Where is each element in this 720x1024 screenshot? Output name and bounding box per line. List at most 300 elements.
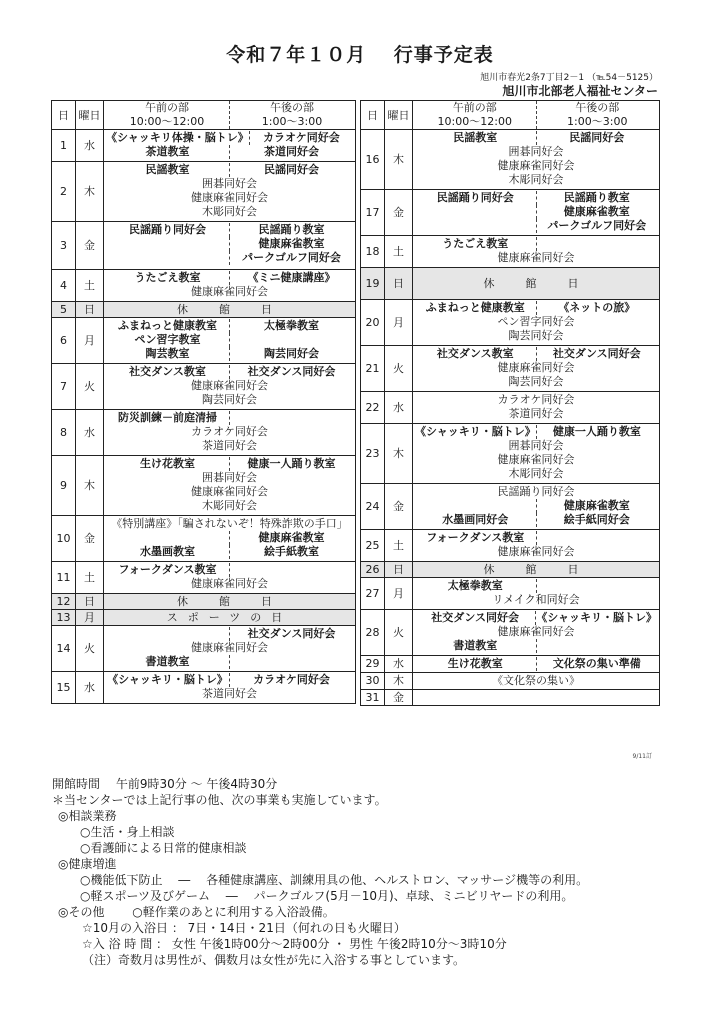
event-line	[106, 471, 353, 485]
event-full: 陶芸同好会	[508, 329, 564, 342]
event-full: 木彫同好会	[508, 467, 564, 480]
event-pm: 《ネットの旅》	[536, 301, 658, 315]
event-line	[415, 611, 657, 625]
event-am: 生け花教室	[447, 657, 503, 670]
day-number: 6	[52, 318, 76, 364]
event-am: 《シャッキリ・脳トレ》	[107, 673, 228, 686]
event-pm: 社交ダンス同好会	[536, 347, 658, 361]
day-of-week: 火	[76, 626, 104, 672]
day-row	[52, 410, 356, 456]
event-line	[415, 639, 657, 653]
event-line	[415, 393, 657, 407]
event-am: ふまねっと健康教室	[118, 319, 217, 332]
day-events	[413, 424, 660, 484]
event-pm: 太極拳教室	[229, 319, 353, 333]
event-full: 健康麻雀同好会	[191, 485, 268, 498]
day-of-week: 土	[76, 562, 104, 594]
day-number: 13	[52, 610, 76, 626]
event-line	[415, 315, 657, 329]
day-number: 21	[361, 346, 385, 392]
day-number: 5	[52, 302, 76, 318]
event-line	[106, 577, 353, 591]
event-line	[415, 593, 657, 607]
event-line	[106, 517, 353, 531]
event-line	[106, 333, 353, 347]
day-row	[361, 562, 660, 578]
day-row	[52, 516, 356, 562]
day-of-week: 金	[76, 222, 104, 270]
event-line	[106, 545, 353, 559]
day-of-week: 水	[76, 130, 104, 162]
day-of-week: 日	[385, 562, 413, 578]
day-number: 20	[361, 300, 385, 346]
event-line	[106, 411, 353, 425]
day-number: 28	[361, 610, 385, 656]
page-title: 令和７年１０月 行事予定表	[226, 44, 494, 66]
event-line	[106, 687, 353, 701]
event-full: 健康麻雀同好会	[191, 379, 268, 392]
header-sessions	[413, 101, 660, 130]
day-events	[413, 190, 660, 236]
event-am: フォークダンス教室	[118, 563, 217, 576]
day-of-week: 水	[385, 656, 413, 673]
day-number: 1	[52, 130, 76, 162]
day-number: 18	[361, 236, 385, 268]
event-line	[106, 131, 353, 145]
event-line	[106, 319, 353, 333]
day-number: 11	[52, 562, 76, 594]
event-full: 茶道同好会	[508, 407, 564, 420]
day-of-week: 木	[76, 162, 104, 222]
event-line	[415, 237, 657, 251]
event-pm: 民謡踊り教室	[229, 223, 353, 237]
day-number: 27	[361, 578, 385, 610]
day-events: 休 館 日	[413, 562, 660, 578]
day-row	[52, 130, 356, 162]
event-line	[106, 563, 353, 577]
day-row	[361, 578, 660, 610]
day-row	[361, 268, 660, 300]
event-pm: 文化祭の集い準備	[536, 657, 658, 671]
day-number: 8	[52, 410, 76, 456]
event-line	[106, 191, 353, 205]
event-line	[106, 271, 353, 285]
event-pm: 民謡同好会	[229, 163, 353, 177]
event-line	[415, 485, 657, 499]
note-heading-health: ◎健康増進	[58, 857, 117, 871]
day-of-week: 金	[385, 690, 413, 706]
day-row	[52, 456, 356, 516]
event-line	[415, 439, 657, 453]
event-line	[415, 145, 657, 159]
event-am: 民謡教室	[453, 131, 498, 144]
event-pm: 健康一人踊り教室	[536, 425, 657, 439]
day-row	[361, 610, 660, 656]
event-full: 健康麻雀同好会	[191, 191, 268, 204]
header-sessions	[104, 101, 356, 130]
event-full: 木彫同好会	[508, 173, 564, 186]
day-of-week: 月	[385, 578, 413, 610]
event-am: うたごえ教室	[134, 271, 201, 284]
event-full: カラオケ同好会	[191, 425, 268, 438]
event-line	[415, 301, 657, 315]
schedule-table-right	[360, 100, 660, 706]
event-line	[415, 375, 657, 389]
event-am: 《シャッキリ・脳トレ》	[415, 425, 536, 438]
note-item: ○看護師による日常的健康相談	[80, 841, 247, 855]
day-row	[52, 270, 356, 302]
event-pm: 絵手紙教室	[229, 545, 353, 559]
event-pm: 健康麻雀教室	[229, 237, 353, 251]
note-heading-other: ◎その他 ○軽作業のあとに利用する入浴設備。	[58, 905, 335, 919]
day-of-week: 木	[385, 424, 413, 484]
day-events	[104, 626, 356, 672]
event-full: 陶芸同好会	[202, 393, 257, 406]
event-am	[106, 237, 229, 251]
day-events	[413, 656, 660, 673]
event-line	[415, 173, 657, 187]
day-of-week: 土	[76, 270, 104, 302]
event-line	[415, 499, 657, 513]
event-full: 囲碁同好会	[202, 471, 257, 484]
day-row	[52, 302, 356, 318]
day-of-week: 土	[385, 530, 413, 562]
day-number: 24	[361, 484, 385, 530]
event-pm	[229, 333, 353, 347]
event-am: 社交ダンス教室	[129, 365, 206, 378]
day-number: 22	[361, 392, 385, 424]
day-events	[104, 222, 356, 270]
day-row	[52, 364, 356, 410]
event-line	[415, 657, 657, 671]
day-of-week: 日	[76, 302, 104, 318]
day-row	[361, 130, 660, 190]
day-events	[104, 562, 356, 594]
event-full: リメイク和同好会	[492, 593, 580, 606]
day-number: 31	[361, 690, 385, 706]
event-pm: 民謡同好会	[536, 131, 658, 145]
event-am	[106, 627, 229, 641]
event-pm: 《シャッキリ・脳トレ》	[536, 611, 657, 624]
note-item: ○生活・身上相談	[80, 825, 175, 839]
day-row	[52, 162, 356, 222]
day-row	[52, 594, 356, 610]
day-events	[413, 578, 660, 610]
event-line	[415, 545, 657, 559]
day-events	[413, 392, 660, 424]
event-pm: 《ミニ健康講座》	[229, 271, 353, 285]
day-of-week: 火	[76, 364, 104, 410]
event-am: 陶芸教室	[145, 347, 190, 360]
event-full: 《文化祭の集い》	[492, 674, 580, 687]
note-hours: 開館時間 午前9時30分 ～ 午後4時30分	[52, 777, 278, 791]
note-item: ○機能低下防止 ― 各種健康講座、訓練用具の他、ヘルストロン、マッサージ機等の利用。	[80, 873, 589, 887]
day-row	[361, 673, 660, 690]
event-full: 囲碁同好会	[508, 439, 564, 452]
header-pm: 午後の部	[270, 101, 314, 114]
note-heading-consult: ◎相談業務	[58, 809, 117, 823]
event-full: 健康麻雀同好会	[497, 159, 575, 172]
day-row	[361, 484, 660, 530]
day-of-week: 水	[76, 410, 104, 456]
event-pm	[536, 237, 658, 251]
day-events: スポーツの日	[104, 610, 356, 626]
event-full: 健康麻雀同好会	[191, 577, 268, 590]
event-pm: 健康麻雀教室	[229, 531, 353, 545]
note-bath-days: ☆10月の入浴日 ： 7日・14日・21日（何れの日も火曜日）	[82, 921, 406, 935]
day-number: 26	[361, 562, 385, 578]
header-dow: 曜日	[76, 101, 104, 130]
event-pm: 民謡踊り教室	[536, 191, 658, 205]
day-events	[413, 484, 660, 530]
event-pm	[229, 411, 353, 425]
note-bath-hours: ☆入 浴 時 間 ： 女性 午後1時00分～2時00分 ・ 男性 午後2時10分～3時10分	[82, 937, 507, 951]
day-of-week: 木	[385, 130, 413, 190]
header-pm-time: 1:00～3:00	[261, 115, 323, 128]
event-full: 健康麻雀同好会	[497, 251, 575, 264]
day-of-week: 日	[76, 594, 104, 610]
day-number: 23	[361, 424, 385, 484]
event-full: 茶道同好会	[202, 439, 257, 452]
header-day: 日	[52, 101, 76, 130]
day-row	[52, 318, 356, 364]
event-full: 囲碁同好会	[202, 177, 257, 190]
day-events	[104, 364, 356, 410]
event-line	[415, 625, 657, 639]
event-am: 《シャッキリ体操・脳トレ》	[106, 131, 249, 144]
event-full: 陶芸同好会	[508, 375, 564, 388]
event-line	[106, 223, 353, 237]
event-pm: 健康一人踊り教室	[229, 457, 353, 471]
day-of-week: 月	[76, 318, 104, 364]
event-line	[415, 251, 657, 265]
event-line	[415, 205, 657, 219]
day-events	[104, 318, 356, 364]
day-events	[104, 456, 356, 516]
event-am	[415, 205, 536, 219]
event-line	[415, 329, 657, 343]
event-pm	[229, 563, 353, 577]
event-line	[106, 365, 353, 379]
event-am: 生け花教室	[140, 457, 195, 470]
day-number: 17	[361, 190, 385, 236]
event-full: ペン習字同好会	[497, 315, 575, 328]
event-pm: 絵手紙同好会	[536, 513, 658, 527]
event-line	[106, 145, 353, 159]
event-line	[106, 425, 353, 439]
event-full: 囲碁同好会	[508, 145, 564, 158]
day-row	[361, 656, 660, 673]
event-am: 水墨画教室	[140, 545, 195, 558]
note-item: ○軽スポーツ及びゲーム ― パークゴルフ(5月－10月)、卓球、ミニビリヤードの利用。	[80, 889, 574, 903]
revision-stamp: 9/11訂	[632, 753, 652, 760]
day-row	[52, 222, 356, 270]
day-row	[361, 236, 660, 268]
event-line	[415, 513, 657, 527]
event-line	[415, 531, 657, 545]
header-day: 日	[361, 101, 385, 130]
event-full: 《特別講座》「騙されないぞ！特殊詐欺の手口」	[111, 517, 348, 530]
day-events	[413, 610, 660, 656]
event-pm: カラオケ同好会	[229, 673, 353, 687]
event-pm: 陶芸同好会	[229, 347, 353, 361]
table-header	[52, 101, 356, 130]
day-number: 7	[52, 364, 76, 410]
event-am	[415, 499, 536, 513]
event-am: フォークダンス教室	[426, 531, 525, 544]
header-am: 午前の部	[145, 101, 189, 114]
event-line	[415, 453, 657, 467]
day-row	[361, 346, 660, 392]
event-line	[106, 251, 353, 265]
day-events	[104, 410, 356, 456]
event-full: 木彫同好会	[202, 499, 257, 512]
day-number: 12	[52, 594, 76, 610]
event-am: 防災訓練－前庭清掃	[118, 411, 217, 424]
event-am: 書道教室	[453, 639, 498, 652]
day-of-week: 水	[385, 392, 413, 424]
event-line	[106, 627, 353, 641]
event-line	[106, 531, 353, 545]
event-line	[106, 673, 353, 687]
event-line	[415, 347, 657, 361]
event-line	[106, 439, 353, 453]
day-row	[361, 392, 660, 424]
event-am: 社交ダンス教室	[436, 347, 514, 360]
day-number: 29	[361, 656, 385, 673]
day-events	[413, 130, 660, 190]
day-row	[361, 530, 660, 562]
event-line	[106, 379, 353, 393]
event-line	[415, 131, 657, 145]
event-line	[106, 347, 353, 361]
header-am: 午前の部	[452, 101, 497, 114]
event-line	[415, 579, 657, 593]
event-line	[106, 485, 353, 499]
event-am: 社交ダンス同好会	[431, 611, 519, 624]
day-row	[52, 562, 356, 594]
day-events	[413, 530, 660, 562]
day-number: 3	[52, 222, 76, 270]
event-pm	[536, 639, 658, 653]
event-line	[106, 499, 353, 513]
note-intro: ＊当センターでは上記行事の他、次の事業も実施しています。	[52, 793, 387, 807]
event-line	[415, 361, 657, 375]
event-line	[106, 177, 353, 191]
event-am: ペン習字教室	[134, 333, 201, 346]
day-number: 14	[52, 626, 76, 672]
event-line	[415, 467, 657, 481]
table-header	[361, 101, 660, 130]
event-am: 茶道教室	[145, 145, 190, 158]
event-pm: カラオケ同好会	[249, 131, 353, 145]
notes-section	[52, 776, 672, 968]
event-line	[106, 393, 353, 407]
day-of-week: 土	[385, 236, 413, 268]
event-pm	[229, 655, 353, 669]
day-number: 30	[361, 673, 385, 690]
day-events	[104, 516, 356, 562]
event-am: 水墨画同好会	[442, 513, 509, 526]
event-full: 健康麻雀同好会	[497, 545, 575, 558]
day-events	[104, 672, 356, 704]
day-events	[413, 236, 660, 268]
day-row	[361, 424, 660, 484]
header-am-time: 10:00～12:00	[129, 115, 205, 128]
day-number: 9	[52, 456, 76, 516]
schedule-table-left	[51, 100, 356, 704]
event-pm: 社交ダンス同好会	[229, 365, 353, 379]
event-am	[106, 531, 229, 545]
event-pm: パークゴルフ同好会	[229, 251, 353, 265]
day-events: 休 館 日	[104, 594, 356, 610]
day-row	[361, 690, 660, 706]
event-am	[415, 219, 536, 233]
day-events	[104, 130, 356, 162]
event-pm	[536, 579, 658, 593]
day-number: 15	[52, 672, 76, 704]
day-number: 16	[361, 130, 385, 190]
event-line	[106, 285, 353, 299]
day-row	[361, 300, 660, 346]
day-row	[361, 190, 660, 236]
day-of-week: 火	[385, 346, 413, 392]
event-line	[415, 159, 657, 173]
event-am: 民謡踊り同好会	[129, 223, 206, 236]
event-pm: 健康麻雀教室	[536, 205, 658, 219]
note-bath-remark: （注）奇数月は男性が、偶数月は女性が先に入浴する事としています。	[82, 953, 466, 967]
day-events	[104, 162, 356, 222]
day-events: 休 館 日	[104, 302, 356, 318]
event-full: 民謡踊り同好会	[497, 485, 575, 498]
day-events	[413, 673, 660, 690]
event-line	[106, 237, 353, 251]
header-dow: 曜日	[385, 101, 413, 130]
event-line	[415, 191, 657, 205]
event-full: 健康麻雀同好会	[497, 453, 575, 466]
event-line	[106, 457, 353, 471]
day-of-week: 月	[385, 300, 413, 346]
event-line	[106, 163, 353, 177]
day-of-week: 金	[385, 190, 413, 236]
event-am: 民謡教室	[145, 163, 190, 176]
event-pm: パークゴルフ同好会	[536, 219, 658, 233]
day-events	[413, 690, 660, 706]
day-of-week: 金	[76, 516, 104, 562]
day-of-week: 月	[76, 610, 104, 626]
address: 旭川市春光2条7丁目2－1 （℡54－5125）	[480, 73, 658, 83]
event-am: 書道教室	[145, 655, 190, 668]
event-full: 健康麻雀同好会	[497, 625, 575, 638]
event-line	[415, 219, 657, 233]
event-line	[106, 205, 353, 219]
event-line	[106, 641, 353, 655]
event-line	[415, 407, 657, 421]
day-number: 25	[361, 530, 385, 562]
event-full: 健康麻雀同好会	[191, 285, 268, 298]
event-am: 民謡踊り同好会	[436, 191, 514, 204]
event-full: 茶道同好会	[202, 687, 257, 700]
header-am-time: 10:00～12:00	[437, 115, 512, 128]
day-of-week: 火	[385, 610, 413, 656]
day-number: 10	[52, 516, 76, 562]
event-full: 健康麻雀同好会	[191, 641, 268, 654]
event-pm: 社交ダンス同好会	[229, 627, 353, 641]
day-of-week: 日	[385, 268, 413, 300]
day-row	[52, 672, 356, 704]
day-number: 2	[52, 162, 76, 222]
event-am: 太極拳教室	[447, 579, 503, 592]
